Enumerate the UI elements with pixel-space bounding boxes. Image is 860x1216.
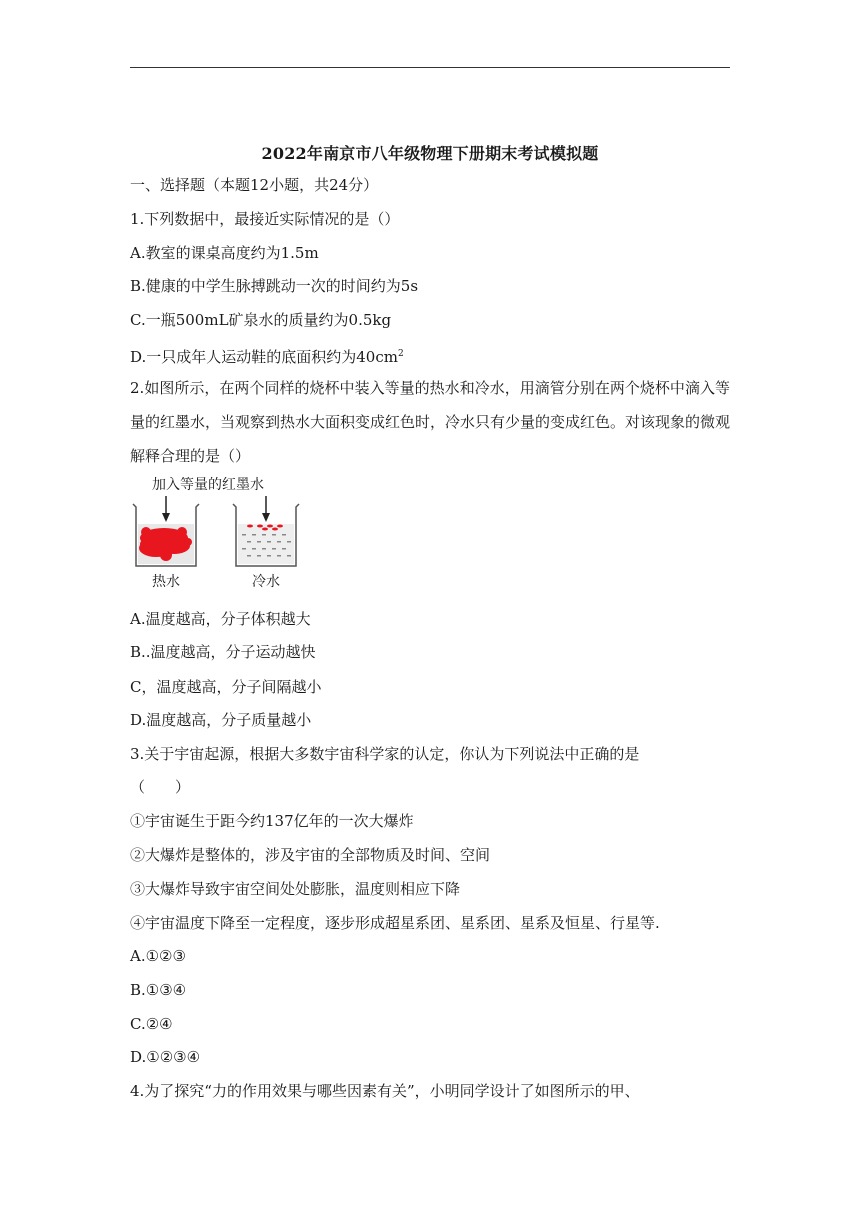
- q2-option-d: D.温度越高，分子质量越小: [130, 711, 312, 729]
- q1-option-d-superscript: 2: [397, 349, 404, 359]
- q2-option-c: C，温度越高，分子间隔越小: [130, 678, 322, 696]
- section-heading: 一、选择题（本题12小题，共24分）: [130, 176, 379, 194]
- beakers-diagram: [130, 474, 310, 574]
- q3-statement-4: ④宇宙温度下降至一定程度，逐步形成超星系团、星系团、星系及恒星、行星等.: [130, 914, 660, 932]
- q1-option-b: B.健康的中学生脉搏跳动一次的时间约为5s: [130, 277, 419, 295]
- q3-stem: 3.关于宇宙起源，根据大多数宇宙科学家的认定，你认为下列说法中正确的是: [130, 745, 640, 763]
- q3-option-b: B.①③④: [130, 981, 187, 999]
- q1-option-d-text: D.一只成年人运动鞋的底面积约为40cm: [130, 348, 398, 366]
- q2-option-b: B..温度越高，分子运动越快: [130, 643, 316, 661]
- q3-statement-1: ①宇宙诞生于距今约137亿年的一次大爆炸: [130, 812, 414, 830]
- hot-water-label: 热水: [152, 574, 180, 590]
- exam-title: 2022年南京市八年级物理下册期末考试模拟题: [261, 144, 599, 163]
- q3-statement-2: ②大爆炸是整体的，涉及宇宙的全部物质及时间、空间: [130, 846, 491, 864]
- figure-caption: 加入等量的红墨水: [152, 477, 264, 493]
- cold-water-label: 冷水: [252, 574, 280, 590]
- q3-option-c: C.②④: [130, 1015, 173, 1033]
- q3-option-a: A.①②③: [130, 947, 186, 965]
- q1-option-d: [130, 344, 404, 367]
- q3-answer-blank: （ ）: [130, 778, 191, 796]
- beaker-figure: [130, 474, 310, 594]
- header-rule: [130, 67, 730, 68]
- q4-stem: 4.为了探究“力的作用效果与哪些因素有关”，小明同学设计了如图所示的甲、: [130, 1082, 640, 1100]
- q3-option-d: D.①②③④: [130, 1048, 201, 1066]
- q3-statement-3: ③大爆炸导致宇宙空间处处膨胀，温度则相应下降: [130, 880, 461, 898]
- q2-option-a: A.温度越高，分子体积越大: [130, 610, 311, 628]
- q2-stem: 2.如图所示，在两个同样的烧杯中装入等量的热水和冷水，用滴管分别在两个烧杯中滴入等量的红墨水，当观察到热水大面积变成红色时，冷水只有少量的变成红色。对该现象的微观解释合理的是（）: [130, 379, 731, 465]
- q1-option-c: C.一瓶500mL矿泉水的质量约为0.5kg: [130, 311, 392, 329]
- q1-option-a: A.教室的课桌高度约为1.5m: [130, 244, 319, 262]
- q1-stem: 1.下列数据中，最接近实际情况的是（）: [130, 210, 400, 228]
